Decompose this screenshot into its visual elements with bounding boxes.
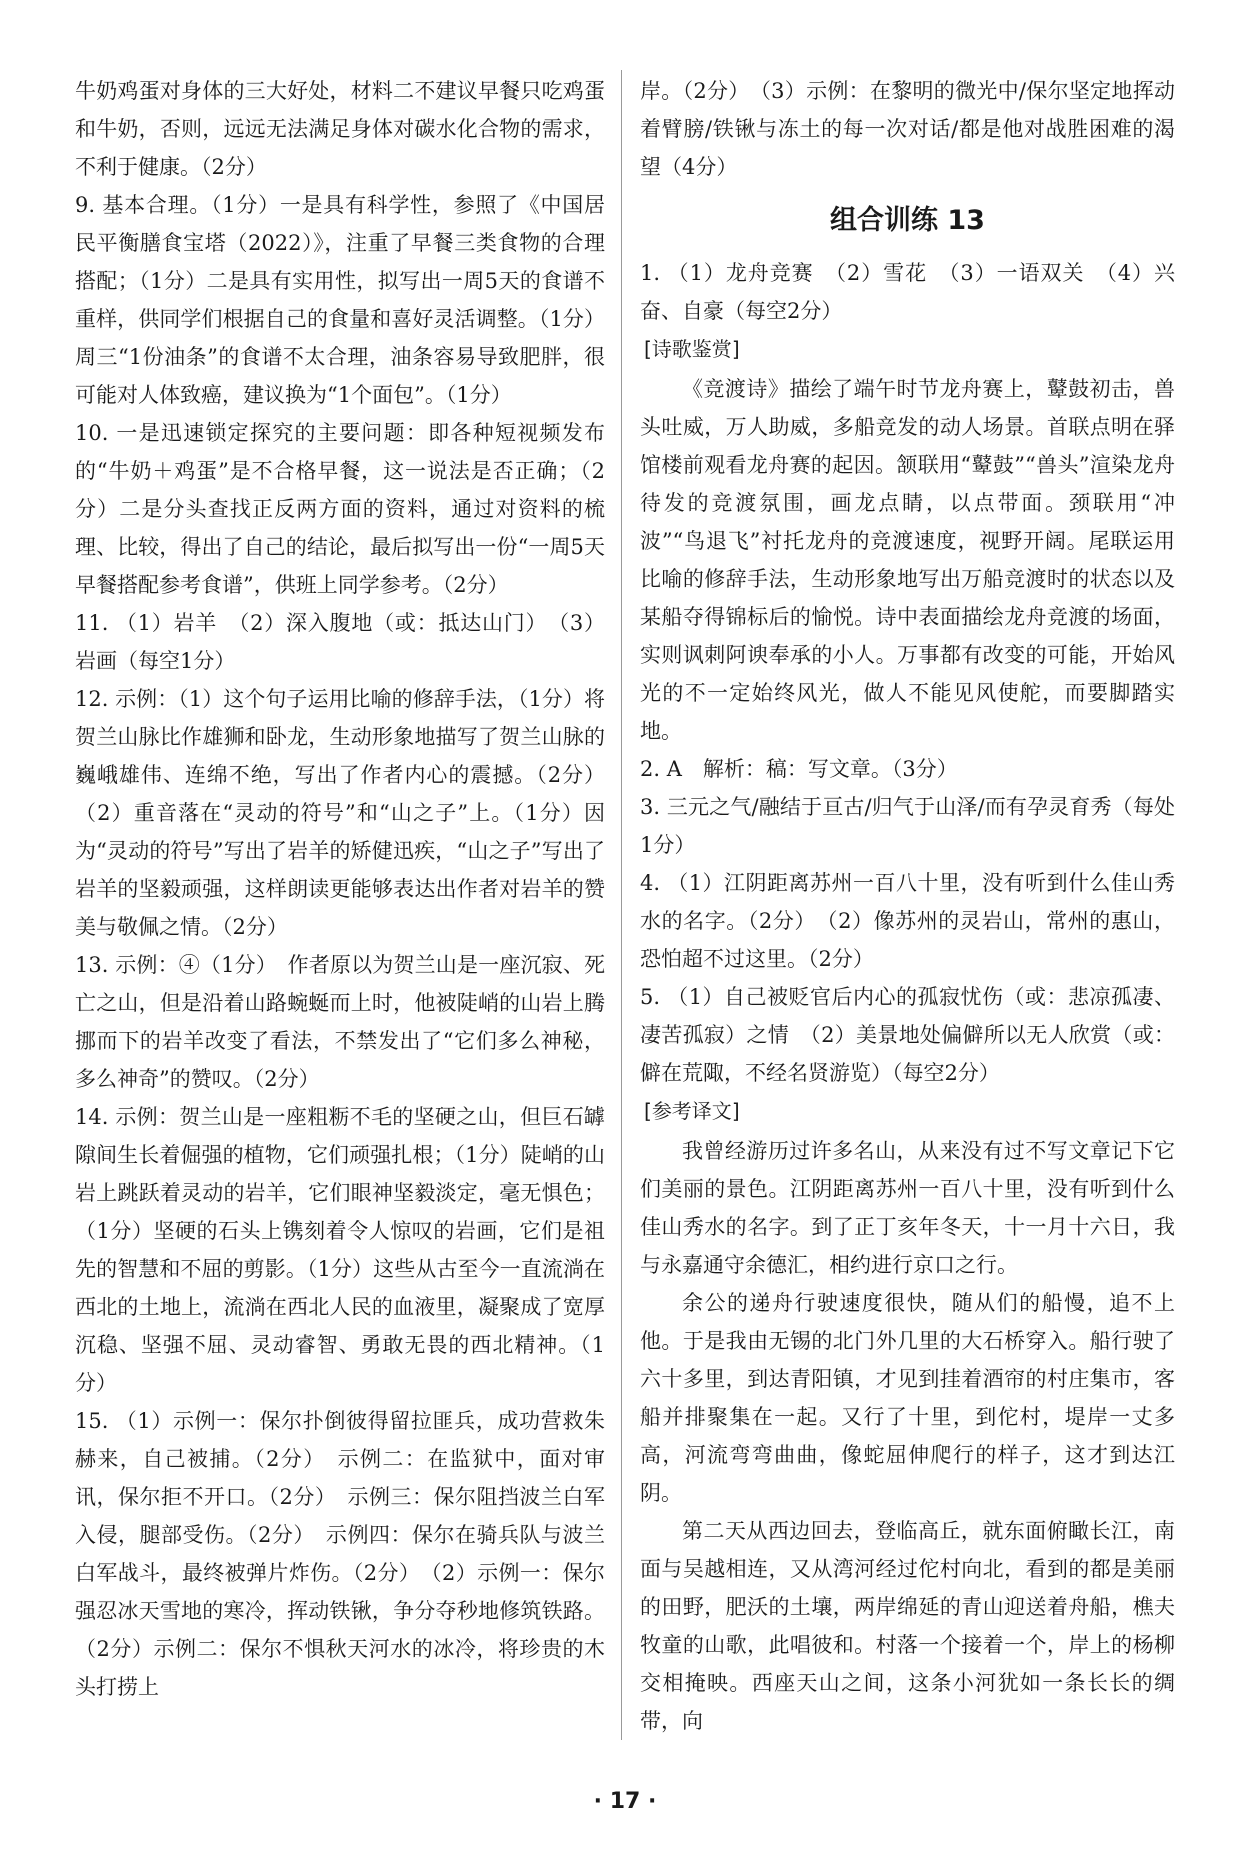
poem-appreciation-tag: [ 诗歌鉴赏 ] [640,334,744,364]
translation-paragraph-2: 余公的递舟行驶速度很快，随从们的船慢，追不上他。于是我由无锡的北门外几里的大石桥穿入。船行驶了六十多里，到达青阳镇，才见到挂着酒帘的村庄集市，客船并排聚集在一起。又行了十里，到佗村，堤岸一丈多高，河流弯弯曲曲，像蛇屈伸爬行的样子，这才到达江阴。 [640,1291,1175,1505]
page-number: · 17 · [593,1789,657,1814]
column-divider [621,70,622,1740]
answer-13: 13. 示例：④（1分） 作者原以为贺兰山是一座沉寂、死亡之山，但是沿着山路蜿蜒而上时，他被陡峭的山岩上腾挪而下的岩羊改变了看法，不禁发出了“它们多么神秘，多么神奇”的赞叹。（2分） [75,953,605,1091]
answer-9: 9. 基本合理。（1分）一是具有科学性，参照了《中国居民平衡膳食宝塔（2022）》，注重了早餐三类食物的合理搭配；（1分）二是具有实用性，拟写出一周5天的食谱不重样，供同学们根据自己的食量和喜好灵活调整。（1分）周三“1份油条”的食谱不太合理，油条容易导致肥胖，很可能对人体致癌，建议换为“1个面包”。（1分） [75,193,605,407]
combo13-answer-4: 4. （1）江阴距离苏州一百八十里，没有听到什么佳山秀水的名字。（2分） （2）像苏州的灵岩山，常州的惠山，恐怕超不过这里。（2分） [640,871,1175,971]
combo13-answer-1: 1. （1）龙舟竞赛 （2）雪花 （3）一语双关 （4）兴奋、自豪（每空2分） [640,261,1175,323]
combo13-answer-2: 2. A 解析：稿：写文章。（3分） [640,757,958,781]
left-column [75,72,605,1706]
reference-translation-tag: [ 参考译文 ] [640,1096,744,1126]
answer-12: 12. 示例：（1）这个句子运用比喻的修辞手法，（1分）将贺兰山脉比作雄狮和卧龙，生动形象地描写了贺兰山脉的巍峨雄伟、连绵不绝，写出了作者内心的震撼。（2分）（2）重音落在“灵动的符号”和“山之子”上。（1分）因为“灵动的符号”写出了岩羊的矫健迅疾，“山之子”写出了岩羊的坚毅顽强，这样朗读更能够表达出作者对岩羊的赞美与敬佩之情。（2分） [75,687,605,939]
answer-10: 10. 一是迅速锁定探究的主要问题：即各种短视频发布的“牛奶＋鸡蛋”是不合格早餐，这一说法是否正确；（2分）二是分头查找正反两方面的资料，通过对资料的梳理、比较，得出了自己的结论，最后拟写出一份“一周5天早餐搭配参考食谱”，供班上同学参考。（2分） [75,421,605,597]
combo13-answer-5: 5. （1）自己被贬官后内心的孤寂忧伤（或：悲凉孤凄、凄苦孤寂）之情 （2）美景地处偏僻所以无人欣赏（或：僻在荒陬，不经名贤游览）（每空2分） [640,985,1175,1085]
combo13-answer-3: 3. 三元之气/融结于亘古/归气于山泽/而有孕灵育秀（每处1分） [640,795,1175,857]
answer-11: 11. （1）岩羊 （2）深入腹地（或：抵达山门） （3）岩画（每空1分） [75,611,605,673]
section-title: 组合训练 13 [830,205,985,236]
poem-appreciation-text: 《竞渡诗》描绘了端午时节龙舟赛上，鼙鼓初击，兽头吐威，万人助威，多船竞发的动人场景。首联点明在驿馆楼前观看龙舟赛的起因。颔联用“鼙鼓”“兽头”渲染龙舟待发的竞渡氛围，画龙点睛，以点带面。颈联用“冲波”“鸟退飞”衬托龙舟的竞渡速度，视野开阔。尾联运用比喻的修辞手法，生动形象地写出万船竞渡时的状态以及某船夺得锦标后的愉悦。诗中表面描绘龙舟竞渡的场面，实则讽刺阿谀奉承的小人。万事都有改变的可能，开始风光的不一定始终风光，做人不能见风使舵，而要脚踏实地。 [640,377,1175,743]
answer-15: 15. （1）示例一：保尔扑倒彼得留拉匪兵，成功营救朱赫来，自己被捕。（2分） 示例二：在监狱中，面对审讯，保尔拒不开口。（2分） 示例三：保尔阻挡波兰白军入侵，腿部受伤。（2分） 示例四：保尔在骑兵队与波兰白军战斗，最终被弹片炸伤。（2分） （2）示例一：保尔强忍冰天雪地的寒冷，挥动铁锹，争分夺秒地修筑铁路。（2分）示例二：保尔不惧秋天河水的冰冷，将珍贵的木头打捞上 [75,1409,605,1699]
answer-14: 14. 示例：贺兰山是一座粗粝不毛的坚硬之山，但巨石罅隙间生长着倔强的植物，它们顽强扎根；（1分）陡峭的山岩上跳跃着灵动的岩羊，它们眼神坚毅淡定，毫无惧色；（1分）坚硬的石头上镌刻着令人惊叹的岩画，它们是祖先的智慧和不屈的剪影。（1分）这些从古至今一直流淌在西北的土地上，流淌在西北人民的血液里，凝聚成了宽厚沉稳、坚强不屈、灵动睿智、勇敢无畏的西北精神。（1分） [75,1105,605,1395]
answer-8-continued: 牛奶鸡蛋对身体的三大好处，材料二不建议早餐只吃鸡蛋和牛奶，否则，远远无法满足身体对碳水化合物的需求，不利于健康。（2分） [75,79,605,179]
answer-15-continued: 岸。（2分） （3）示例：在黎明的微光中/保尔坚定地挥动着臂膀/铁锹与冻土的每一次对话/都是他对战胜困难的渴望（4分） [640,79,1175,179]
translation-paragraph-3: 第二天从西边回去，登临高丘，就东面俯瞰长江，南面与吴越相连，又从湾河经过佗村向北，看到的都是美丽的田野，肥沃的土壤，两岸绵延的青山迎送着舟船，樵夫牧童的山歌，此唱彼和。村落一个接着一个，岸上的杨柳交相掩映。西座天山之间，这条小河犹如一条长长的绸带，向 [640,1519,1175,1733]
translation-paragraph-1: 我曾经游历过许多名山，从来没有过不写文章记下它们美丽的景色。江阴距离苏州一百八十里，没有听到什么佳山秀水的名字。到了正丁亥年冬天，十一月十六日，我与永嘉通守余德汇，相约进行京口之行。 [640,1139,1175,1277]
right-column [640,72,1175,1740]
